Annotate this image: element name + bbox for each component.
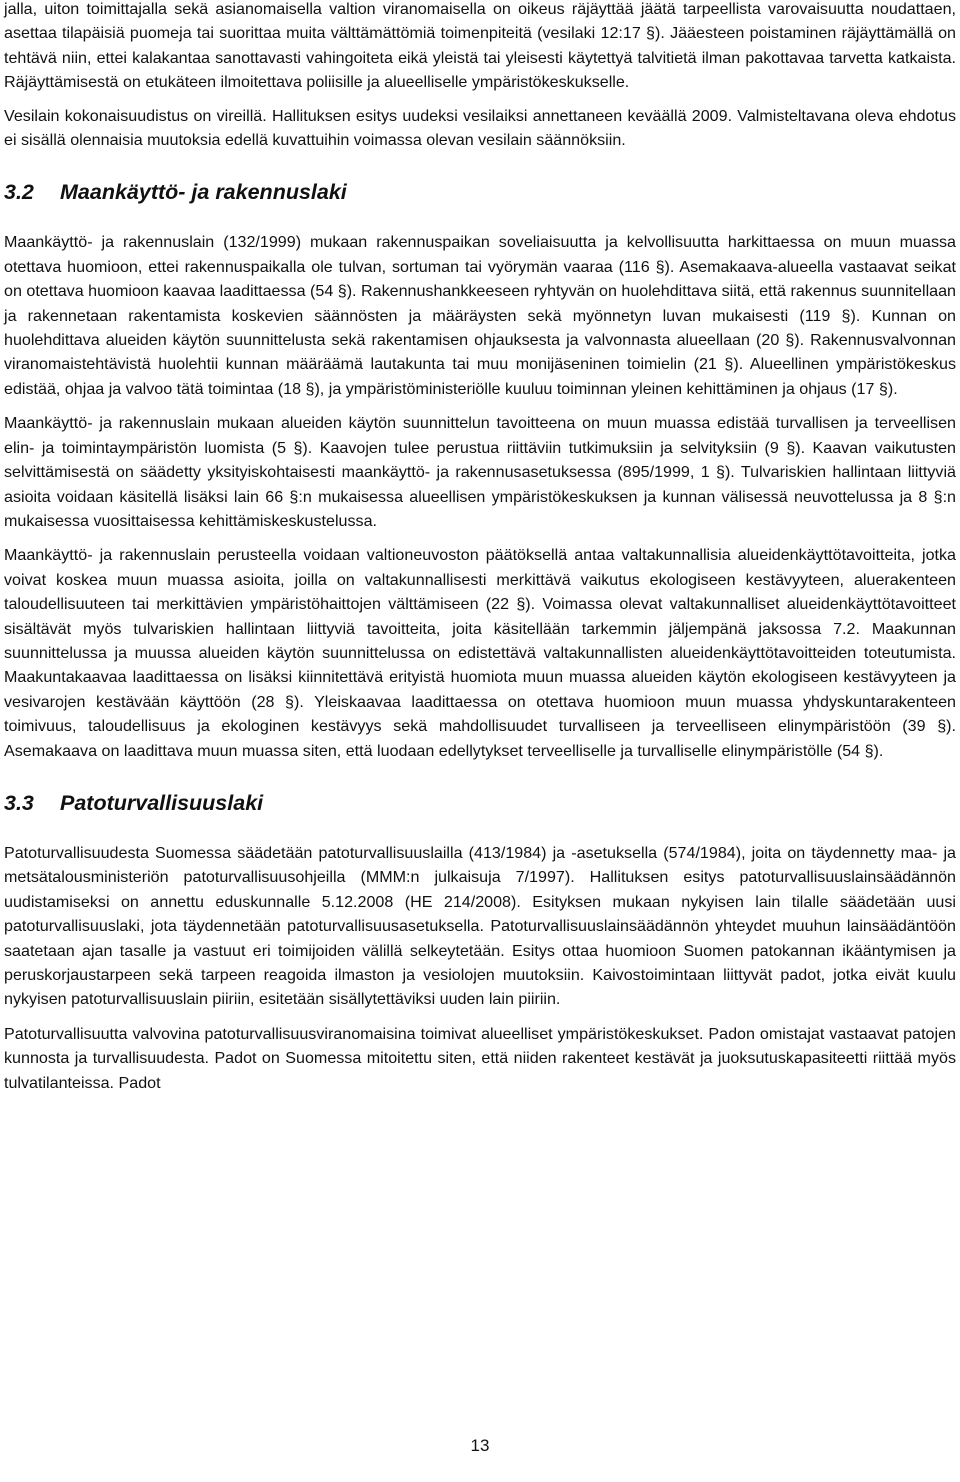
section-heading [4,178,956,206]
body-paragraph: Maankäyttö- ja rakennuslain perusteella voidaan valtioneuvoston päätöksellä antaa valtakunnallisia alueidenkäyttötavoitteita, jotka voivat koskea muun muassa asioita, joilla on valtakunnallisesti merkittävä vaikutus ekologiseen kestävyyteen, aluerakenteen taloudellisuuteen tai merkittävien ympäristöhaittojen välttämiseen (22 §). Voimassa olevat valtakunnalliset alueidenkäyttötavoitteet sisältävät myös tulvariskien hallintaan liittyviä tavoitteita, joita käsitellään tarkemmin jäljempänä jaksossa 7.2. Maakunnan suunnittelussa ja muussa alueiden käytön suunnittelussa on edistettävä valtakunnallisten alueidenkäyttötavoitteiden toteutumista. Maakuntakaavaa laadittaessa on lisäksi kiinnitettävä erityistä huomiota muun muassa alueiden käytön ekologiseen kestävyyteen ja vesivarojen kestävään käyttöön (28 §). Yleiskaavaa laadittaessa on otettava huomioon muun muassa yhdyskuntarakenteen toimivuus, taloudellisuus ja ekologinen kestävyys sekä mahdollisuudet turvalliseen ja terveelliseen elinympäristöön (39 §). Asemakaava on laadittava muun muassa siten, että luodaan edellytykset terveelliselle ja turvalliselle elinympäristölle (54 §). [4,546,956,760]
body-paragraph: Maankäyttö- ja rakennuslain mukaan alueiden käytön suunnittelun tavoitteena on muun muassa edistää turvallisen ja terveellisen elin- ja toimintaympäristön luomista (5 §). Kaavojen tulee perustua riittäviin tutkimuksiin ja selvityksiin (9 §). Kaavan vaikutusten selvittämisestä on säädetty yksityiskohtaisesti maankäyttö- ja rakennusasetuksessa (895/1999, 1 §). Tulvariskien hallintaan liittyviä asioita voidaan käsitellä lisäksi lain 66 §:n mukaisessa alueellisen ympäristökeskuksen ja kunnan välisessä neuvottelussa ja 8 §:n mukaisessa vuosittaisessa kehittämiskeskustelussa. [4,414,956,530]
body-paragraph: Patoturvallisuutta valvovina patoturvallisuusviranomaisina toimivat alueelliset ympäristökeskukset. Padon omistajat vastaavat patojen kunnosta ja turvallisuudesta. Padot on Suomessa mitoitettu siten, että niiden rakenteet kestävät ja juoksutuskapasiteetti riittää myös tulvatilanteissa. Padot [4,1024,956,1092]
section-title: Patoturvallisuuslaki [60,790,264,815]
page-number: 13 [470,1436,490,1455]
section-heading [4,789,956,817]
document-page [4,0,956,1095]
body-paragraph: jalla, uiton toimittajalla sekä asianomaisella valtion viranomaisella on oikeus räjäyttää jäätä tarpeellista varovaisuutta noudattaen, asettaa tilapäisiä puomeja tai suorittaa muita välttämättömiä toimenpiteitä (vesilaki 12:17 §). Jääesteen poistaminen räjäyttämällä on tehtävä niin, ettei kalakantaa sanottavasti vahingoiteta eikä yleistä tai yleisesti käytettyä talvitietä ilman pakottavaa tarvetta katkaista. Räjäyttämisestä on etukäteen ilmoitettava poliisille ja alueelliselle ympäristökeskukselle. [4,0,956,92]
body-paragraph: Patoturvallisuudesta Suomessa säädetään patoturvallisuuslailla (413/1984) ja -asetuksella (574/1984), joita on täydennetty maa- ja metsätalousministeriön patoturvallisuusohjeilla (MMM:n julkaisuja 7/1997). Hallituksen esitys patoturvallisuuslainsäädännön uudistamiseksi on annettu eduskunnalle 5.12.2008 (HE 214/2008). Esityksen mukaan nykyisen lain tilalle säädetään uusi patoturvallisuuslaki, jota täydennetään patoturvallisuusasetuksella. Patoturvallisuuslainsäädännön yhteydet muuhun lainsäädäntöön saatetaan ajan tasalle ja vastuut eri toimijoiden välillä selkeytetään. Esitys ottaa huomioon Suomen patokannan ikääntymisen ja peruskorjaustarpeen sekä tarpeen reagoida ilmaston ja vesiolojen muutoksiin. Kaivostoimintaan liittyvät padot, jotka eivät kuulu nykyisen patoturvallisuuslain piiriin, esitetään sisällytettäviksi uuden lain piiriin. [4,843,956,1009]
section-number: 3.2 [4,180,34,205]
section-number: 3.3 [4,790,34,815]
body-paragraph: Maankäyttö- ja rakennuslain (132/1999) mukaan rakennuspaikan soveliaisuutta ja kelvollisuutta harkittaessa on muun muassa otettava huomioon, ettei rakennuspaikalla ole tulvan, sortuman tai vyörymän vaaraa (116 §). Asemakaava-alueella vastaavat seikat on otettava huomioon kaavaa laadittaessa (54 §). Rakennushankkeeseen ryhtyvän on huolehdittava siitä, että rakennus suunnitellaan ja rakennetaan rakentamista koskevien säännösten ja määräysten sekä myönnetyn luvan mukaisesti (119 §). Kunnan on huolehdittava alueiden käytön suunnittelusta sekä rakentamisen ohjauksesta ja valvonnasta alueellaan (20 §). Rakennusvalvonnan viranomaistehtävistä huolehtii kunnan määräämä lautakunta tai muu monijäseninen toimielin (21 §). Alueellinen ympäristökeskus edistää, ohjaa ja valvoo tätä toimintaa (18 §), ja ympäristöministeriölle kuuluu toiminnan yleinen kehittäminen ja ohjaus (17 §). [4,233,956,398]
section-title: Maankäyttö- ja rakennuslaki [60,180,347,205]
body-paragraph: Vesilain kokonaisuudistus on vireillä. Hallituksen esitys uudeksi vesilaiksi annettaneen keväällä 2009. Valmisteltavana oleva ehdotus ei sisällä olennaisia muutoksia edellä kuvattuihin voimassa olevan vesilain säännöksiin. [4,106,956,150]
